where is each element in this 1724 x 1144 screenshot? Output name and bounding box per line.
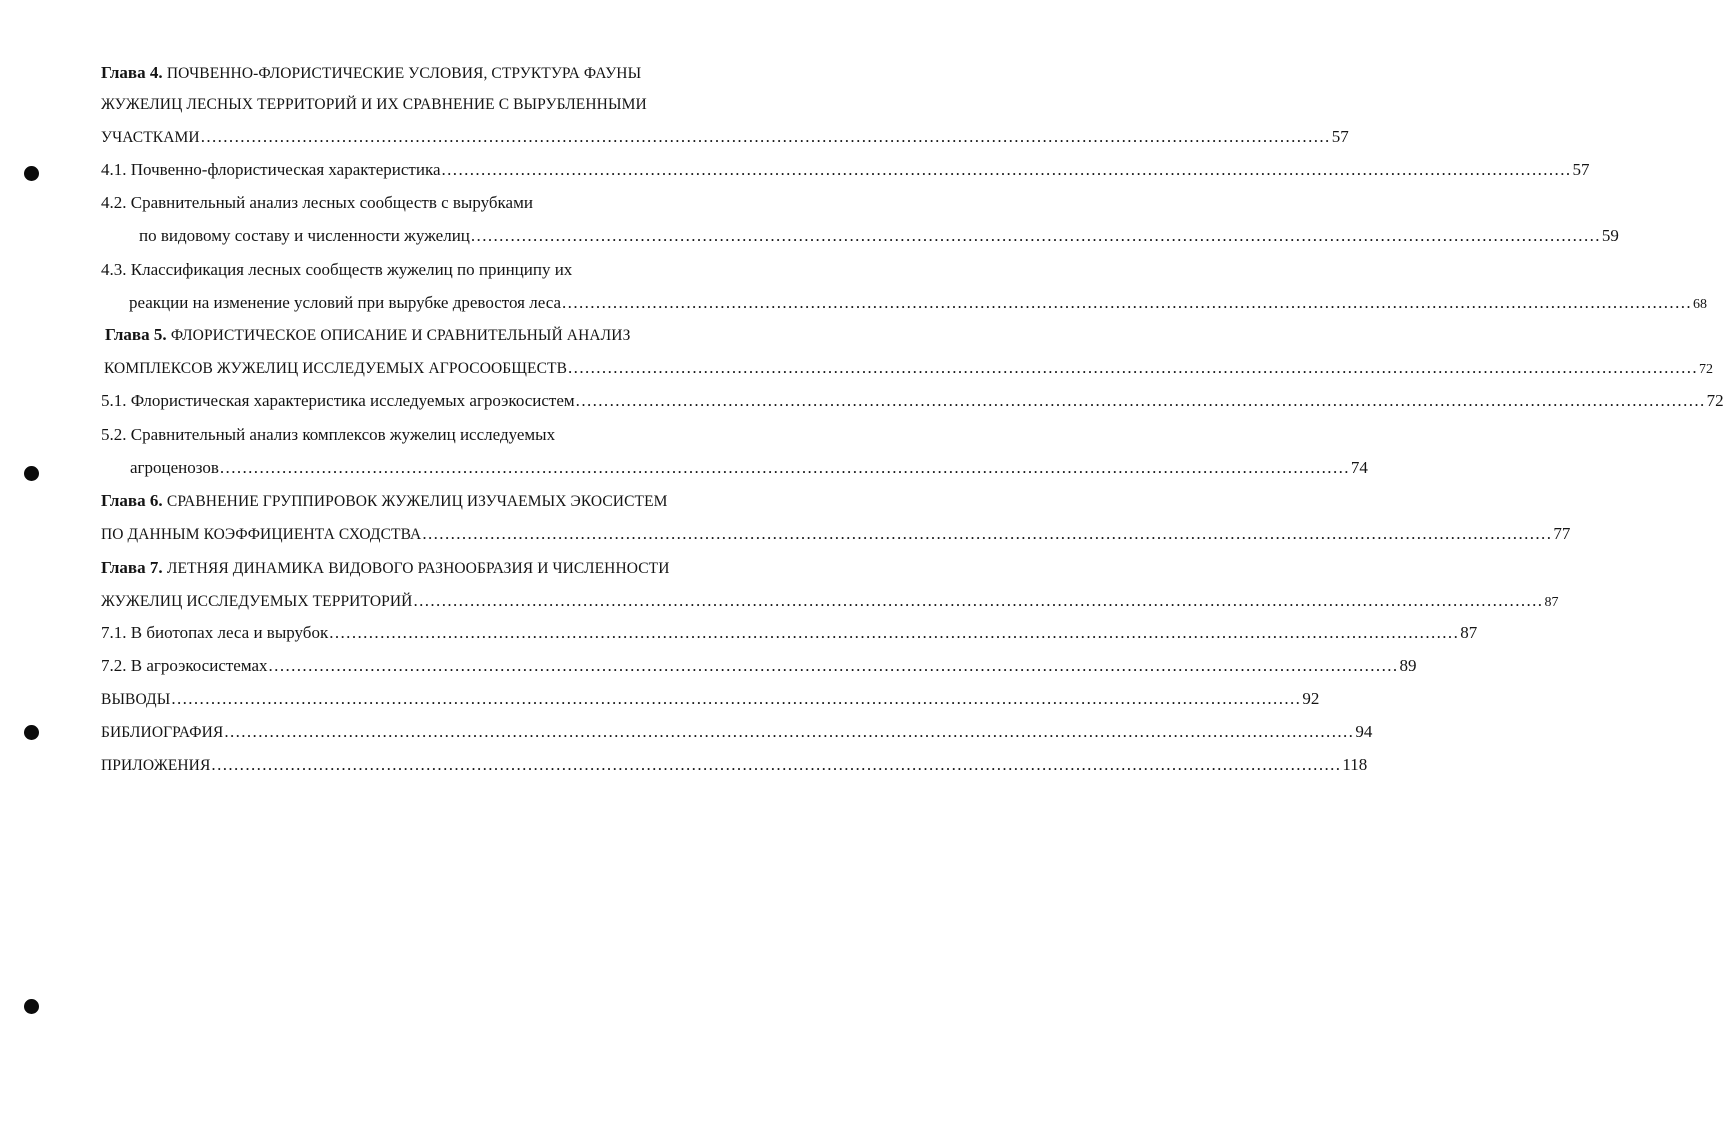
chapter-title: ФЛОРИСТИЧЕСКОЕ ОПИСАНИЕ И СРАВНИТЕЛЬНЫЙ АНАЛИЗ (170, 327, 631, 344)
leader-dots: ........................................................................................................................................................................................................ (219, 458, 1350, 477)
toc-entry-4-1 (101, 159, 1590, 181)
toc-entry-5-2-title: 5.2. Сравнительный анализ комплексов жужелиц исследуемых (101, 425, 556, 444)
toc-entry-chapter-5 (104, 357, 1714, 381)
toc-entry-text: ПО ДАННЫМ КОЭФФИЦИЕНТА СХОДСТВА (101, 526, 422, 543)
page-number: 87 (1544, 595, 1559, 610)
leader-dots: ........................................................................................................................................................................................................ (211, 755, 1342, 774)
toc-entry-text: реакции на изменение условий при вырубке древостоя леса (129, 293, 562, 312)
toc-entry-text: 7.1. В биотопах леса и вырубок (101, 623, 329, 642)
page-number: 57 (1331, 127, 1349, 146)
toc-entry-7-2 (101, 655, 1417, 677)
toc-entry-text: по видовому составу и численности жужелиц (139, 226, 470, 245)
page-number: 72 (1699, 362, 1714, 377)
toc-entry-7-1 (101, 622, 1478, 644)
toc-entry-chapter-6 (101, 523, 1571, 546)
page-number: 87 (1460, 623, 1478, 642)
page-number: 118 (1342, 755, 1368, 774)
binder-hole (24, 466, 39, 481)
leader-dots: ........................................................................................................................................................................................................ (422, 524, 1553, 543)
toc-entry-text: 7.2. В агроэкосистемах (101, 656, 268, 675)
leader-dots: ........................................................................................................................................................................................................ (568, 358, 1699, 377)
binder-hole (24, 166, 39, 181)
toc-entry-text: ВЫВОДЫ (101, 691, 171, 708)
toc-entry-text: 5.1. Флористическая характеристика исследуемых агроэкосистем (101, 391, 575, 410)
toc-entry-text: ПРИЛОЖЕНИЯ (101, 757, 211, 774)
leader-dots: ........................................................................................................................................................................................................ (200, 127, 1331, 146)
toc-chapter-6-title (101, 490, 668, 513)
page-number: 68 (1693, 297, 1708, 312)
toc-chapter-4-title-cont: ЖУЖЕЛИЦ ЛЕСНЫХ ТЕРРИТОРИЙ И ИХ СРАВНЕНИЕ С ВЫРУБЛЕННЫМИ (101, 96, 647, 113)
chapter-label: Глава 6. (101, 491, 163, 510)
toc-entry-text: 4.1. Почвенно-флористическая характеристика (101, 160, 441, 179)
toc-entry-chapter-4 (101, 126, 1349, 149)
page-number: 94 (1355, 722, 1373, 741)
toc-entry-5-1 (101, 390, 1724, 412)
toc-entry-text: БИБЛИОГРАФИЯ (101, 724, 224, 741)
leader-dots: ........................................................................................................................................................................................................ (441, 160, 1572, 179)
leader-dots: ........................................................................................................................................................................................................ (224, 722, 1355, 741)
leader-dots: ........................................................................................................................................................................................................ (329, 623, 1460, 642)
leader-dots: ........................................................................................................................................................................................................ (470, 226, 1601, 245)
page-number: 77 (1553, 524, 1571, 543)
leader-dots: ........................................................................................................................................................................................................ (413, 591, 1544, 610)
toc-entry-4-3 (129, 292, 1708, 316)
chapter-title: СРАВНЕНИЕ ГРУППИРОВОК ЖУЖЕЛИЦ ИЗУЧАЕМЫХ ЭКОСИСТЕМ (166, 493, 668, 510)
leader-dots: ........................................................................................................................................................................................................ (575, 391, 1706, 410)
page-number: 59 (1601, 226, 1619, 245)
toc-entry-4-2-title: 4.2. Сравнительный анализ лесных сообществ с вырубками (101, 193, 533, 212)
toc-entry-text: УЧАСТКАМИ (101, 129, 200, 146)
toc-entry-conclusions (101, 688, 1320, 711)
page-number: 57 (1572, 160, 1590, 179)
leader-dots: ........................................................................................................................................................................................................ (171, 689, 1302, 708)
toc-chapter-4-title (101, 62, 641, 85)
toc-entry-chapter-7 (101, 590, 1559, 614)
toc-chapter-5-title (105, 324, 630, 347)
chapter-title: ЛЕТНЯЯ ДИНАМИКА ВИДОВОГО РАЗНООБРАЗИЯ И ЧИСЛЕННОСТИ (166, 560, 670, 577)
toc-entry-text: КОМПЛЕКСОВ ЖУЖЕЛИЦ ИССЛЕДУЕМЫХ АГРОСООБЩЕСТВ (104, 360, 568, 377)
toc-entry-4-2 (139, 225, 1619, 247)
toc-entry-text: агроценозов (130, 458, 219, 477)
toc-entry-5-2 (130, 457, 1368, 479)
chapter-label: Глава 7. (101, 558, 163, 577)
leader-dots: ........................................................................................................................................................................................................ (562, 293, 1693, 312)
binder-hole (24, 999, 39, 1014)
page-number: 89 (1399, 656, 1417, 675)
page-number: 74 (1350, 458, 1368, 477)
chapter-label: Глава 4. (101, 63, 163, 82)
binder-hole (24, 725, 39, 740)
toc-entry-text: ЖУЖЕЛИЦ ИССЛЕДУЕМЫХ ТЕРРИТОРИЙ (101, 593, 413, 610)
leader-dots: ........................................................................................................................................................................................................ (268, 656, 1399, 675)
toc-entry-bibliography (101, 721, 1373, 744)
chapter-label: Глава 5. (105, 325, 167, 344)
page-number: 72 (1706, 391, 1724, 410)
toc-entry-appendices (101, 754, 1368, 777)
toc-chapter-7-title (101, 557, 670, 580)
page-number: 92 (1302, 689, 1320, 708)
toc-entry-4-3-title: 4.3. Классификация лесных сообществ жужелиц по принципу их (101, 260, 573, 279)
chapter-title: ПОЧВЕННО-ФЛОРИСТИЧЕСКИЕ УСЛОВИЯ, СТРУКТУРА ФАУНЫ (166, 65, 642, 82)
